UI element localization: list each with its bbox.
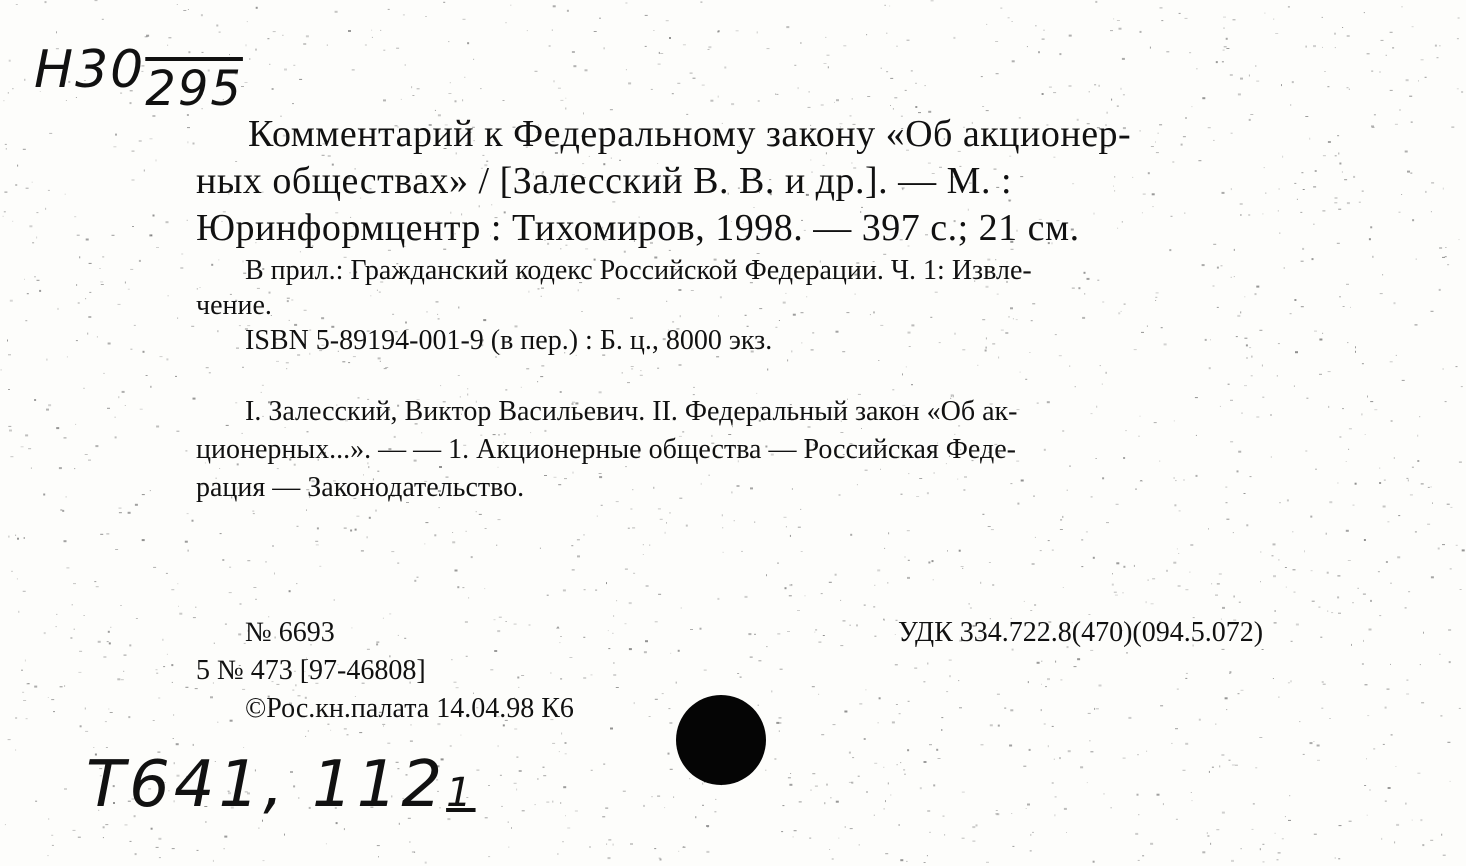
note-line-2: чение. [196,290,272,321]
card-number: № 6693 [245,617,335,648]
note-line-1: В прил.: Гражданский кодекс Российской Федерации. Ч. 1: Извле- [245,255,1032,286]
handwritten-shelf-mark [34,40,243,117]
title-line-3: Юринформцентр : Тихомиров, 1998. — 397 с.; 21 см. [196,207,1080,249]
title-line-1: Комментарий к Федеральному закону «Об акционер- [248,113,1132,155]
tracing-line-3: рация — Законодательство. [196,472,525,503]
isbn-line: ISBN 5-89194-001-9 (в пер.) : Б. ц., 8000 экз. [245,325,773,356]
tracing-line-1: I. Залесский, Виктор Васильевич. II. Федеральный закон «Об ак- [245,396,1018,427]
book-chamber-stamp: ©Рос.кн.палата 14.04.98 К6 [245,693,574,724]
punch-hole [676,695,766,785]
registry-number: 5 № 473 [97-46808] [196,655,426,686]
handwritten-inventory [86,748,476,822]
inventory-number: Т641, 112 [86,748,447,822]
udk-code: УДК 334.722.8(470)(094.5.072) [898,617,1264,648]
tracing-line-2: ционерных...». — — 1. Акционерные общества — Российская Феде- [196,434,1016,465]
shelf-mark-code: Н30 [34,40,146,100]
shelf-mark-number: 295 [145,61,243,117]
inventory-mark: 1 [446,770,476,816]
title-line-2: ных обществах» / [Залесский В. В. и др.]. — М. : [196,160,1013,202]
